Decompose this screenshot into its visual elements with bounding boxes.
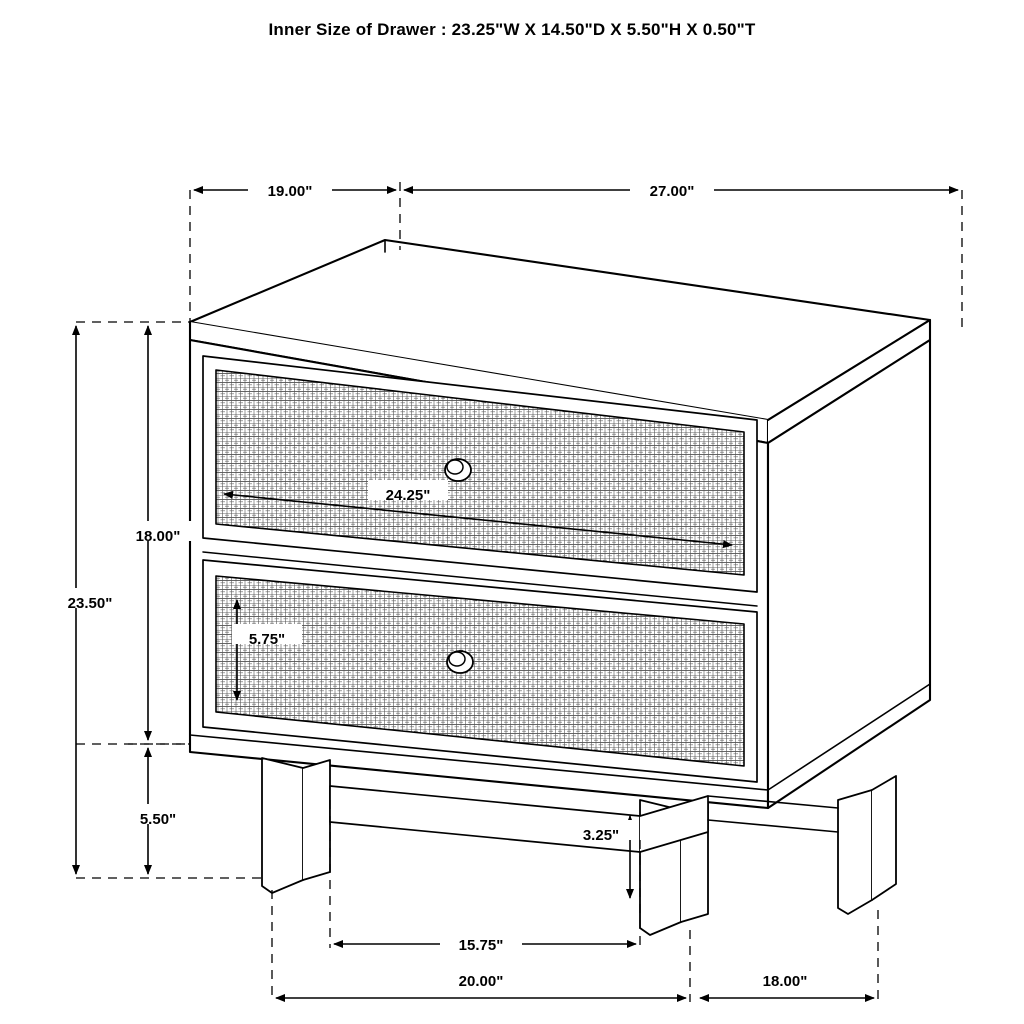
dim-stretcher-height: 3.25" — [582, 827, 620, 844]
dim-bottom-front-width: 20.00" — [458, 973, 504, 990]
dim-bottom-drawer-height: 5.75" — [248, 631, 286, 648]
dim-top-right-width: 27.00" — [649, 183, 695, 200]
page-title: Inner Size of Drawer : 23.25"W X 14.50"D X 5.50"H X 0.50"T — [268, 20, 756, 39]
dim-cabinet-height: 18.00" — [135, 528, 181, 545]
dim-bottom-side-width: 18.00" — [762, 973, 808, 990]
dim-drawer-top-width: 24.25" — [385, 487, 431, 504]
dim-leg-height: 5.50" — [139, 811, 177, 828]
dim-overall-height: 23.50" — [67, 595, 113, 612]
dim-top-left-width: 19.00" — [267, 183, 313, 200]
dim-base-inner-width: 15.75" — [458, 937, 504, 954]
